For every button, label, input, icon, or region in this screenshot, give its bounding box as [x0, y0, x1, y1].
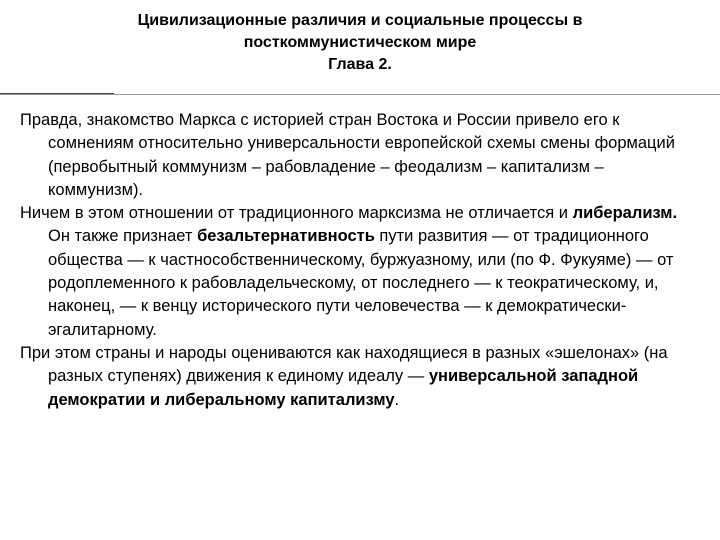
paragraph-3-text-2: . — [394, 390, 400, 409]
title-divider — [0, 94, 720, 95]
term-liberalism: либерализм. — [572, 204, 678, 223]
chapter-label: Глава 2. — [328, 56, 392, 73]
paragraph-1 — [20, 109, 700, 202]
title-line-1: Цивилизационные различия и социальные процессы в — [137, 12, 583, 29]
paragraph-3 — [20, 342, 700, 412]
paragraph-3-text-1: При этом страны и народы оцениваются как находящиеся в разных «эшелонах» (на разных ступенях) движения к единому идеалу — — [20, 343, 668, 386]
paragraph-2-text-3: пути развития — от традиционного общества — к частнособственническому, буржуазному, или (по Ф. Фукуяме) — от родоплеменного к рабовладельческому, от последнего — к теократическому, и, наконец, — к венцу исторического пути человечества — к демократически-эгалитарному. — [48, 227, 674, 339]
slide-title — [20, 10, 700, 76]
title-line-2: посткоммунистическом мире — [243, 34, 477, 51]
term-western-democracy: универсальной западной демократии и либеральному капитализму — [48, 367, 639, 409]
body-text — [20, 109, 700, 412]
paragraph-1-text: Правда, знакомство Маркса с историей стран Востока и России привело его к сомнениям относительно универсальности европейской схемы смены формаций (первобытный коммунизм – рабовладение – феодализм – капитализм – коммунизм). — [20, 111, 675, 199]
term-no-alternative: безальтернативность — [197, 227, 375, 246]
paragraph-2-text-2: Он также признает — [48, 227, 198, 246]
paragraph-2-text-1: Ничем в этом отношении от традиционного марксизма не отличается и — [20, 204, 573, 223]
paragraph-2 — [20, 202, 700, 342]
